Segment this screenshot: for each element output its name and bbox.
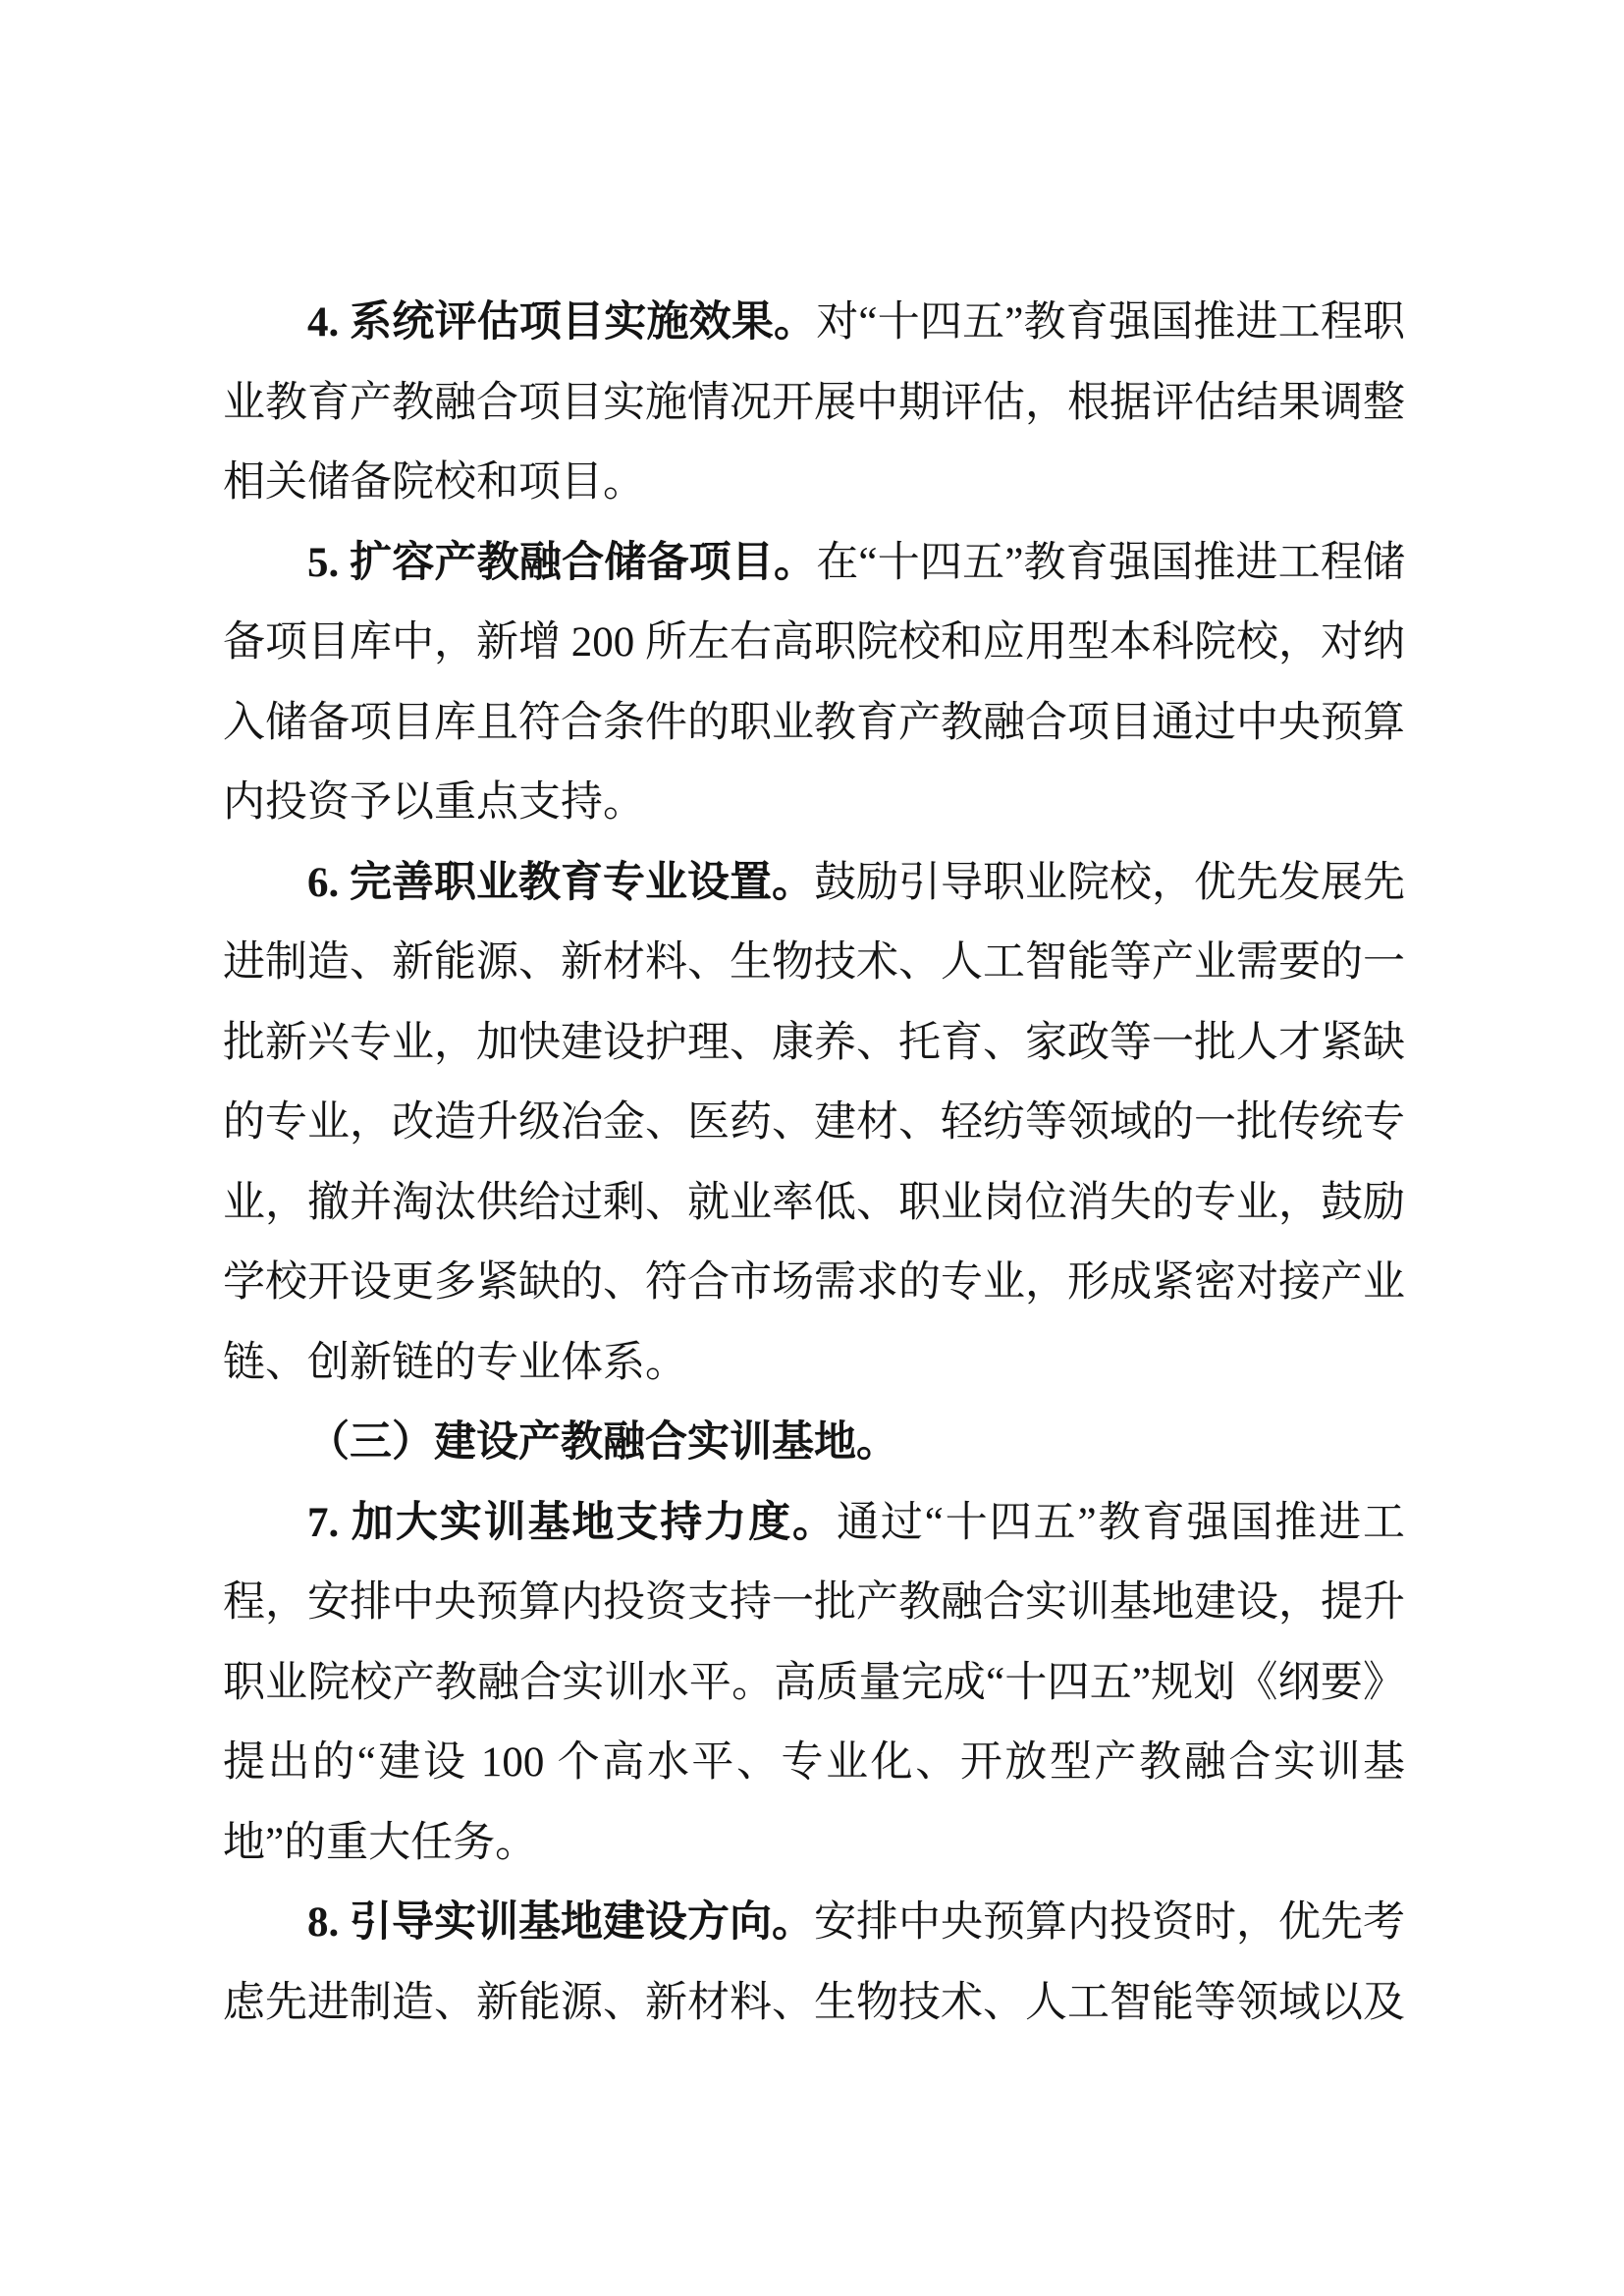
paragraph-lead: 4. 系统评估项目实施效果。 [307, 299, 817, 346]
paragraph-body: 通过“十四五”教育强国推进工程，安排中央预算内投资支持一批产教融合实训基地建设，提升职业院校产教融合实训水平。高质量完成“十四五”规划《纲要》提出的“建设 100 个高水平、专业化、开放型产教融合实训基地”的重大任务。 [223, 1499, 1406, 1866]
paragraph-body: 对“十四五”教育强国推进工程职业教育产教融合项目实施情况开展中期评估，根据评估结果调整相关储备院校和项目。 [223, 299, 1406, 506]
paragraph-lead: 5. 扩容产教融合储备项目。 [307, 539, 817, 586]
paragraph-numbered-item [223, 1883, 1405, 2043]
paragraph-body: 在“十四五”教育强国推进工程储备项目库中，新增 200 所左右高职院校和应用型本科院校，对纳入储备项目库且符合条件的职业教育产教融合项目通过中央预算内投资予以重点支持。 [223, 539, 1406, 826]
paragraph-lead: 6. 完善职业教育专业设置。 [307, 859, 814, 906]
paragraph-section-heading [223, 1403, 1405, 1483]
paragraph-body: 鼓励引导职业院校，优先发展先进制造、新能源、新材料、生物技术、人工智能等产业需要的一批新兴专业，加快建设护理、康养、托育、家政等一批人才紧缺的专业，改造升级冶金、医药、建材、轻纺等领域的一批传统专业，撤并淘汰供给过剩、就业率低、职业岗位消失的专业，鼓励学校开设更多紧缺的、符合市场需求的专业，形成紧密对接产业链、创新链的专业体系。 [223, 859, 1405, 1386]
paragraph-numbered-item [223, 1483, 1405, 1884]
paragraph-numbered-item [223, 523, 1405, 843]
paragraph-numbered-item [223, 843, 1405, 1404]
paragraph-lead: 7. 加大实训基地支持力度。 [307, 1499, 837, 1546]
document-text-block [223, 283, 1405, 2043]
paragraph-body: 安排中央预算内投资时，优先考虑先进制造、新能源、新材料、生物技术、人工智能等领域以及 [223, 1899, 1405, 2026]
paragraph-lead: 8. 引导实训基地建设方向。 [307, 1899, 814, 1946]
paragraph-lead: （三）建设产教融合实训基地。 [307, 1419, 898, 1466]
paragraph-numbered-item [223, 283, 1405, 523]
